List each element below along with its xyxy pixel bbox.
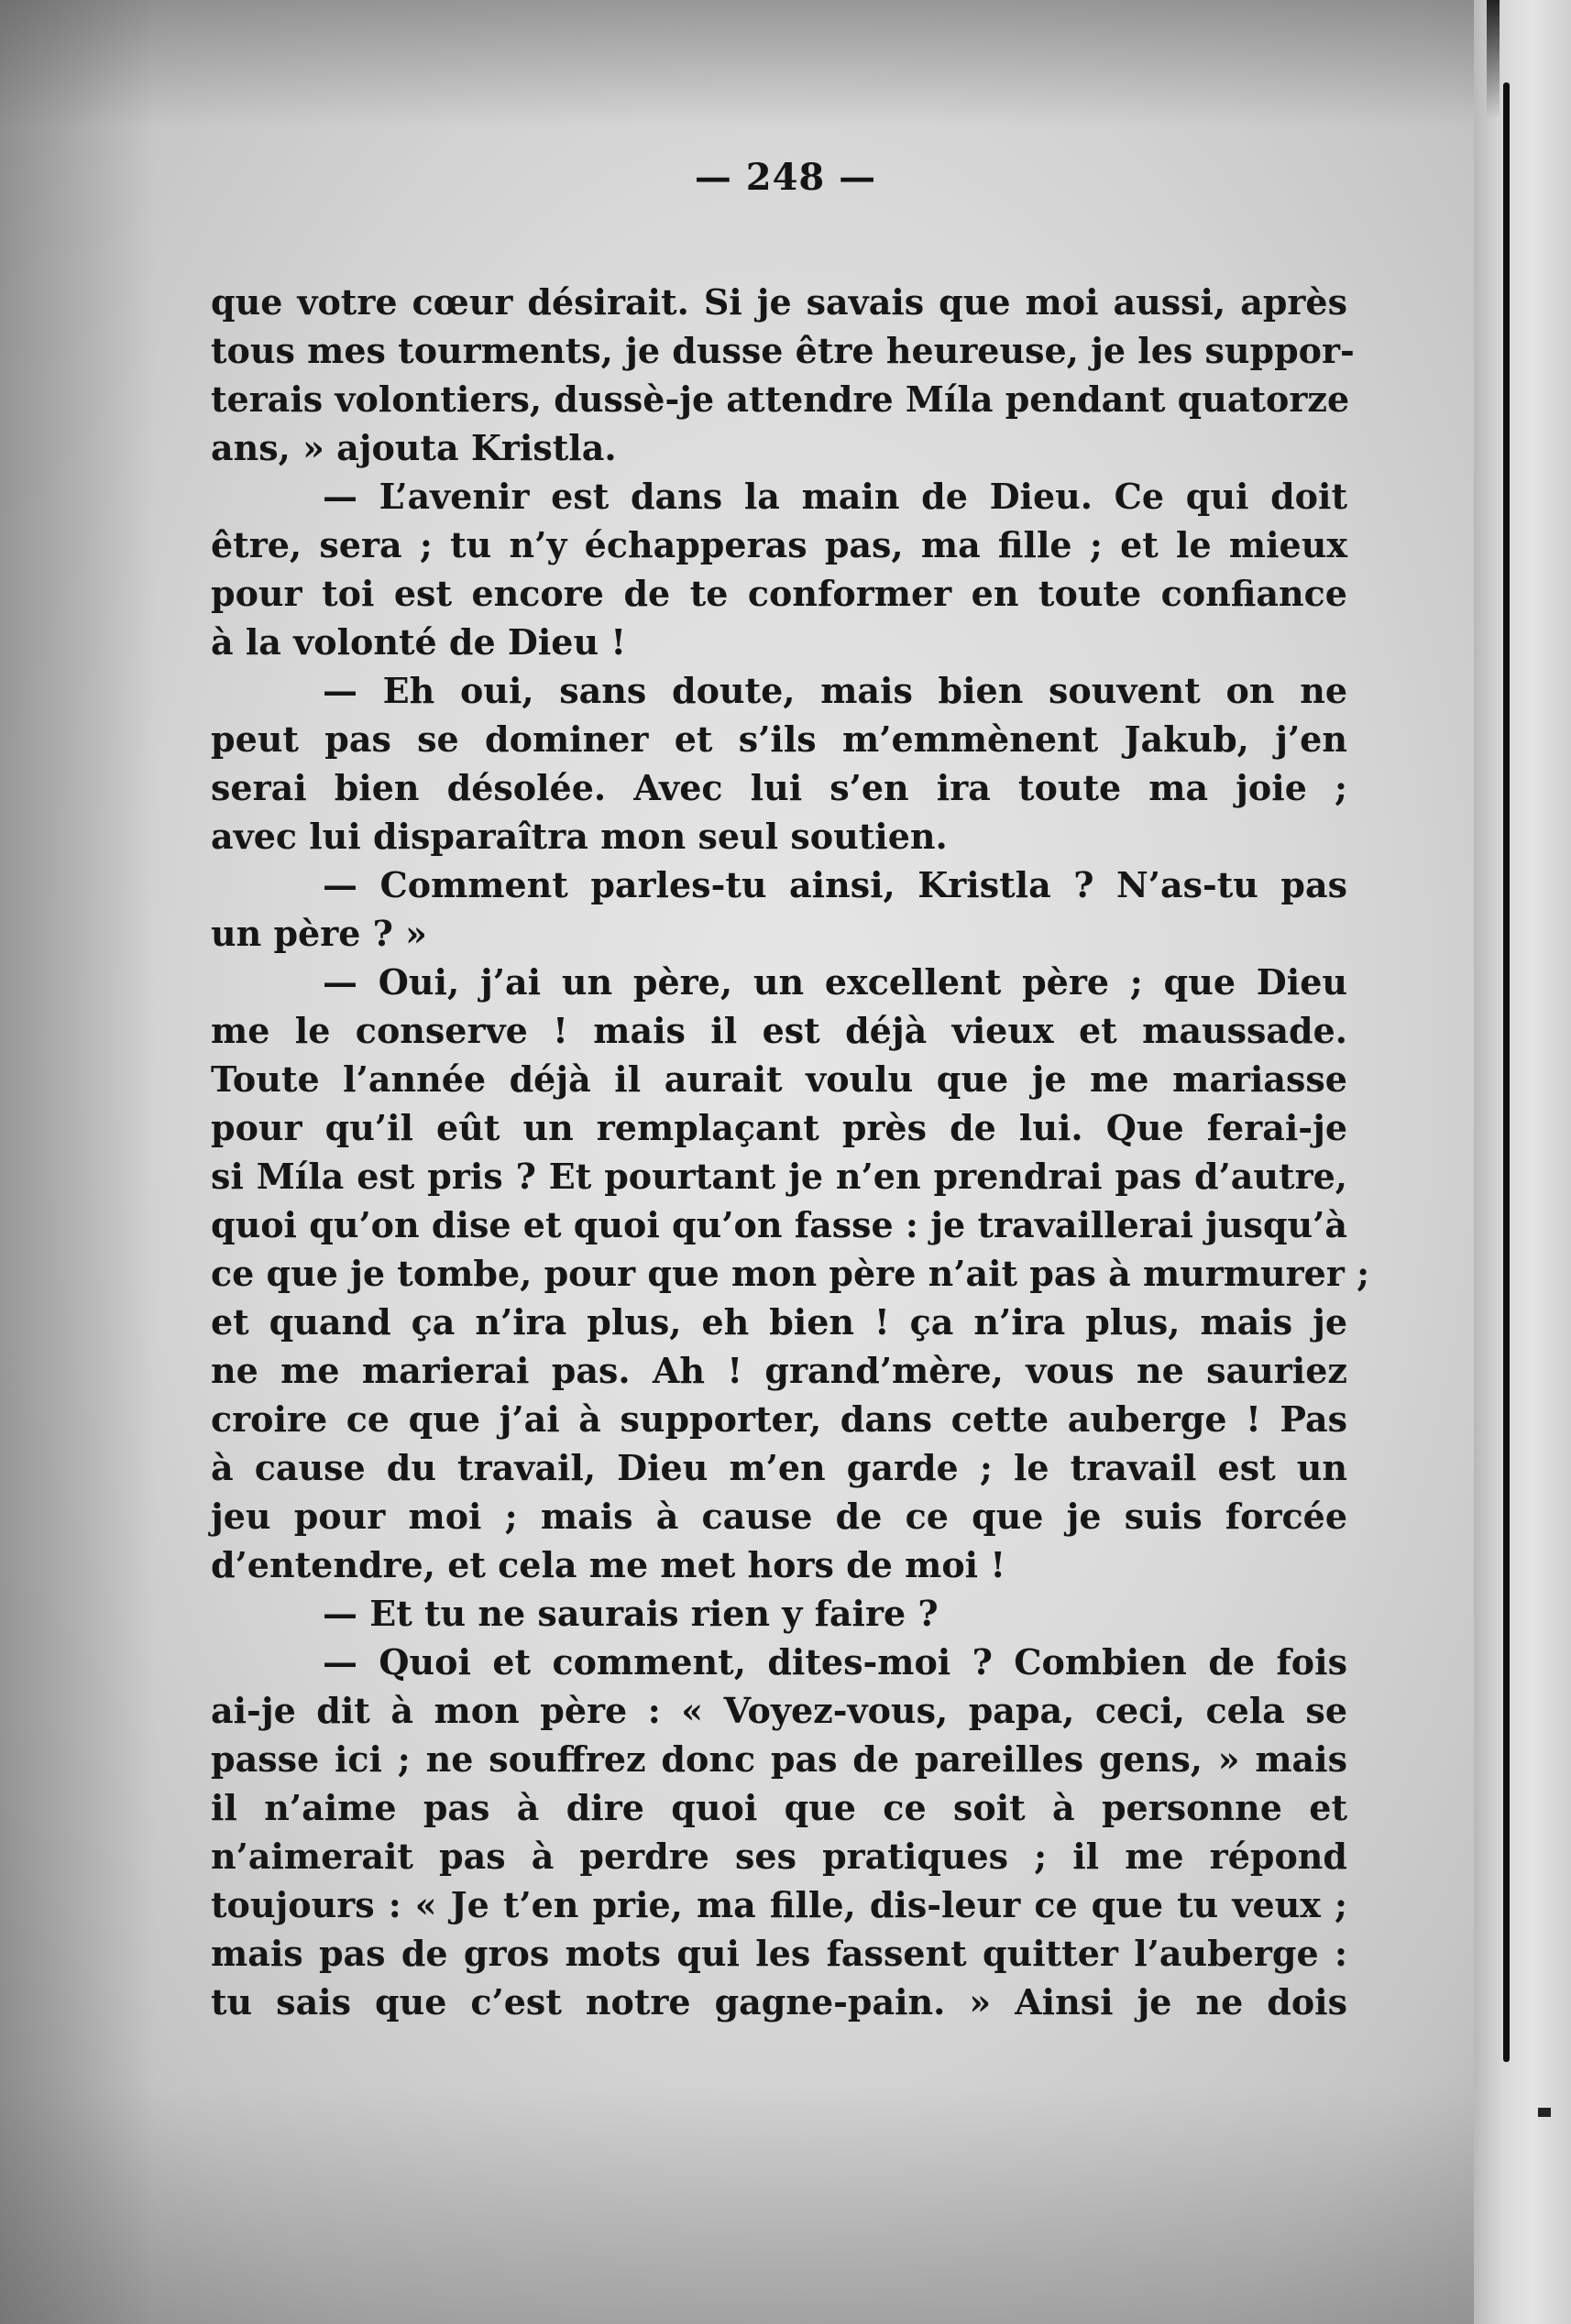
- text-line: que votre cœur désirait. Si je savais que moi aussi, après: [211, 281, 1347, 323]
- text-line: ce que je tombe, pour que mon père n’ait pas à murmurer ;: [211, 1253, 1370, 1294]
- gutter-shadow-top: [1487, 0, 1500, 119]
- text-line: à la volonté de Dieu !: [211, 621, 627, 663]
- text-line: ne me marierai pas. Ah ! grand’mère, vous ne sauriez: [211, 1350, 1347, 1391]
- page-shadow-top: [0, 0, 1571, 128]
- text-line: — Quoi et comment, dites-moi ? Combien de fois: [323, 1641, 1347, 1683]
- text-line: — Comment parles-tu ainsi, Kristla ? N’as-tu pas: [323, 864, 1347, 905]
- body-text: [211, 278, 1370, 2026]
- text-line: tu sais que c’est notre gagne-pain. » Ainsi je ne dois: [211, 1981, 1347, 2023]
- text-line: et quand ça n’ira plus, eh bien ! ça n’ira plus, mais je: [211, 1301, 1347, 1343]
- gutter-line: [1503, 82, 1510, 2062]
- text-line: d’entendre, et cela me met hors de moi !: [211, 1544, 1006, 1585]
- text-line: — L’avenir est dans la main de Dieu. Ce qui doit: [323, 476, 1347, 517]
- text-line: — Et tu ne saurais rien y faire ?: [323, 1593, 939, 1634]
- text-line: avec lui disparaîtra mon seul soutien.: [211, 816, 948, 857]
- text-line: terais volontiers, dussè-je attendre Míla pendant quatorze: [211, 378, 1350, 420]
- text-line: jeu pour moi ; mais à cause de ce que je suis forcée: [211, 1496, 1347, 1537]
- text-line: me le conserve ! mais il est déjà vieux et maussade.: [211, 1010, 1347, 1051]
- text-line: n’aimerait pas à perdre ses pratiques ; il me répond: [211, 1836, 1347, 1877]
- book-gutter-edge: [1474, 0, 1571, 2324]
- text-line: ai-je dit à mon père : « Voyez-vous, papa, ceci, cela se: [211, 1690, 1347, 1731]
- text-line: Toute l’année déjà il aurait voulu que je me mariasse: [211, 1058, 1347, 1100]
- page-shadow-bottom: [0, 2086, 1571, 2324]
- text-line: pour qu’il eût un remplaçant près de lui. Que ferai-je: [211, 1107, 1347, 1148]
- text-line: à cause du travail, Dieu m’en garde ; le travail est un: [211, 1447, 1347, 1488]
- text-line: être, sera ; tu n’y échapperas pas, ma fille ; et le mieux: [211, 524, 1347, 565]
- text-line: pour toi est encore de te conformer en toute confiance: [211, 573, 1347, 614]
- text-line: serai bien désolée. Avec lui s’en ira toute ma joie ;: [211, 767, 1347, 808]
- text-line: — Oui, j’ai un père, un excellent père ; que Dieu: [323, 961, 1347, 1003]
- text-line: peut pas se dominer et s’ils m’emmènent Jakub, j’en: [211, 718, 1347, 760]
- text-line: quoi qu’on dise et quoi qu’on fasse : je travaillerai jusqu’à: [211, 1204, 1347, 1245]
- text-line: passe ici ; ne souffrez donc pas de pareilles gens, » mais: [211, 1738, 1347, 1780]
- text-line: si Míla est pris ? Et pourtant je n’en prendrai pas d’autre,: [211, 1156, 1347, 1197]
- page-shadow-left: [0, 0, 156, 2324]
- text-line: — Eh oui, sans doute, mais bien souvent on ne: [323, 670, 1347, 711]
- page-number: — 248 —: [694, 156, 877, 199]
- text-line: mais pas de gros mots qui les fassent quitter l’auberge :: [211, 1933, 1347, 1974]
- gutter-mark: [1538, 2108, 1551, 2117]
- text-line: toujours : « Je t’en prie, ma fille, dis-leur ce que tu veux ;: [211, 1884, 1347, 1925]
- text-line: tous mes tourments, je dusse être heureuse, je les suppor-: [211, 330, 1355, 371]
- text-line: un père ? »: [211, 913, 427, 954]
- text-line: ans, » ajouta Kristla.: [211, 427, 617, 468]
- text-line: croire ce que j’ai à supporter, dans cette auberge ! Pas: [211, 1398, 1347, 1440]
- text-line: il n’aime pas à dire quoi que ce soit à personne et: [211, 1787, 1347, 1828]
